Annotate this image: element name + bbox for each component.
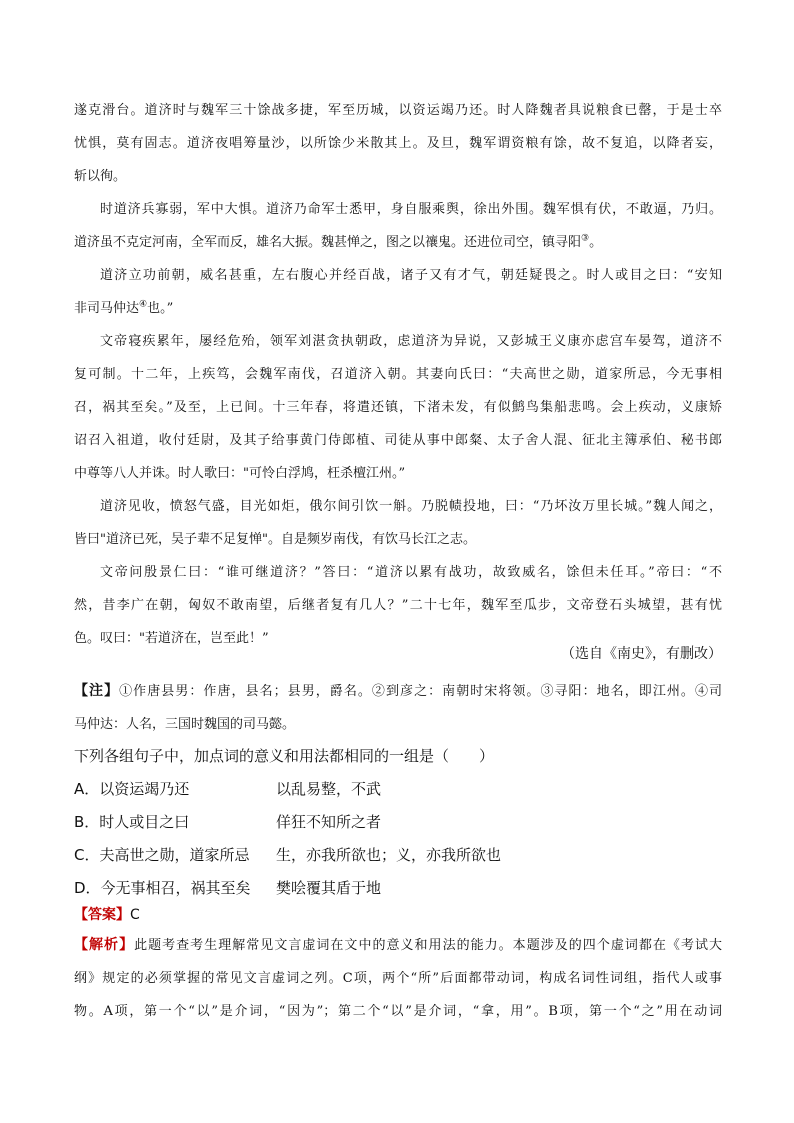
document-page: [74, 94, 722, 1028]
passage-line: 然，昔李广在朝，匈奴不敢南望，后继者复有几人？”二十七年，魏军至瓜步，文帝登石头城望，甚有忧: [74, 598, 722, 613]
passage-line: 非司马仲达④也。”: [74, 299, 174, 316]
passage-line: 皆曰"道济已死，吴子辈不足复惮"。自是频岁南伐，有饮马长江之志。: [74, 532, 476, 547]
passage-line: 文帝问殷景仁曰：“谁可继道济？”答曰：“道济以累有战功，故致威名，馀但未任耳。”帝曰：“不: [100, 565, 722, 580]
passage-line: 诏召入祖道，收付廷尉，及其子给事黄门侍郎植、司徒从事中郎粲、太子舍人混、征北主簿承伯、秘书郎: [74, 433, 722, 448]
passage-line: 遂克滑台。道济时与魏军三十馀战多捷，军至历城，以资运竭乃还。时人降魏者具说粮食已罄，于是士卒: [74, 103, 722, 118]
footnote-mark: ③: [581, 233, 590, 244]
analysis-line: 【解析】此题考查考生理解常见文言虚词在文中的意义和用法的能力。本题涉及的四个虚词都在《考试大: [74, 937, 722, 953]
passage-line: 复可制。十二年，上疾笃，会魏军南伐，召道济入朝。其妻向氏曰：“夫高世之勋，道家所忌，今无事相: [74, 367, 722, 382]
note-line: 马仲达：人名，三国时魏国的司马懿。: [74, 717, 296, 732]
answer-value: C: [130, 907, 140, 923]
footnote-mark: ④: [139, 299, 148, 310]
notes: [74, 675, 722, 741]
analysis: [74, 929, 722, 1028]
passage-line: 文帝寝疾累年，屡经危殆，领军刘湛贪执朝政，虑道济为异说，又彭城王义康亦虑宫车晏驾，道济不: [100, 334, 722, 349]
analysis-label: 【解析】: [74, 937, 135, 953]
passage-line: 色。叹曰："若道济在，岂至此！”: [74, 631, 269, 646]
question: [74, 740, 722, 905]
answer-label: 【答案】: [74, 907, 130, 923]
passage-line: 道济立功前朝，威名甚重，左右腹心并经百战，诸子又有才气，朝廷疑畏之。时人或目之曰：“安知: [100, 268, 722, 283]
note-line: 【注】①作唐县男：作唐，县名；县男，爵名。②到彦之：南朝时宋将领。③寻阳：地名，即江州。④司: [74, 683, 722, 699]
passage-line: 时道济兵寡弱，军中大惧。道济乃命军士悉甲，身自服乘舆，徐出外围。魏军惧有伏，不敢逼，乃归。: [100, 202, 722, 217]
passage-line: 中尊等八人并诛。时人歌曰："可怜白浮鸠，枉杀檀江州。”: [74, 466, 406, 481]
question-stem: 下列各组句子中，加点词的意义和用法都相同的一组是（ ）: [74, 747, 495, 765]
passage-line: 道济虽不克定河南，全军而反，雄名大振。魏甚惮之，图之以禳鬼。还进位司空，镇寻阳③。: [74, 233, 603, 250]
source-citation: （选自《南史》，有删改）: [561, 646, 722, 662]
analysis-line: 纲》规定的必须掌握的常见文言虚词之列。C项，两个“所”后面都带动词，构成名词性词组，指代人或事: [74, 971, 722, 986]
passage: [74, 94, 722, 665]
analysis-line: 物。A项，第一个“以”是介词，“因为”；第二个“以”是介词，“拿，用”。B项，第一个“之”用在动词: [74, 1004, 722, 1019]
option-c: C．夫高世之勋，道家所忌 生，亦我所欲也；义，亦我所欲也: [74, 846, 502, 864]
passage-line: 斩以徇。: [74, 169, 127, 184]
option-b: B．时人或目之曰 佯狂不知所之者: [74, 813, 382, 831]
note-label: 【注】: [74, 683, 120, 699]
passage-line: 召，祸其至矣。”及至，上已间。十三年春，将遣还镇，下渚未发，有似鹪鸟集船悲鸣。会上疾动，义康矫: [74, 400, 722, 415]
passage-line: 道济见收，愤怒气盛，目光如炬，俄尔间引饮一斛。乃脱帻投地，曰：“乃坏汝万里长城。”魏人闻之，: [100, 499, 722, 514]
option-a: A．以资运竭乃还 以乱易整，不武: [74, 780, 382, 798]
passage-line: 忧惧，莫有固志。道济夜唱筹量沙，以所馀少米散其上。及旦，魏军谓资粮有馀，故不复追，以降者妄，: [74, 136, 722, 151]
option-d: D．今无事相召，祸其至矣 樊哙覆其盾于地: [74, 879, 382, 897]
answer: [74, 901, 722, 929]
